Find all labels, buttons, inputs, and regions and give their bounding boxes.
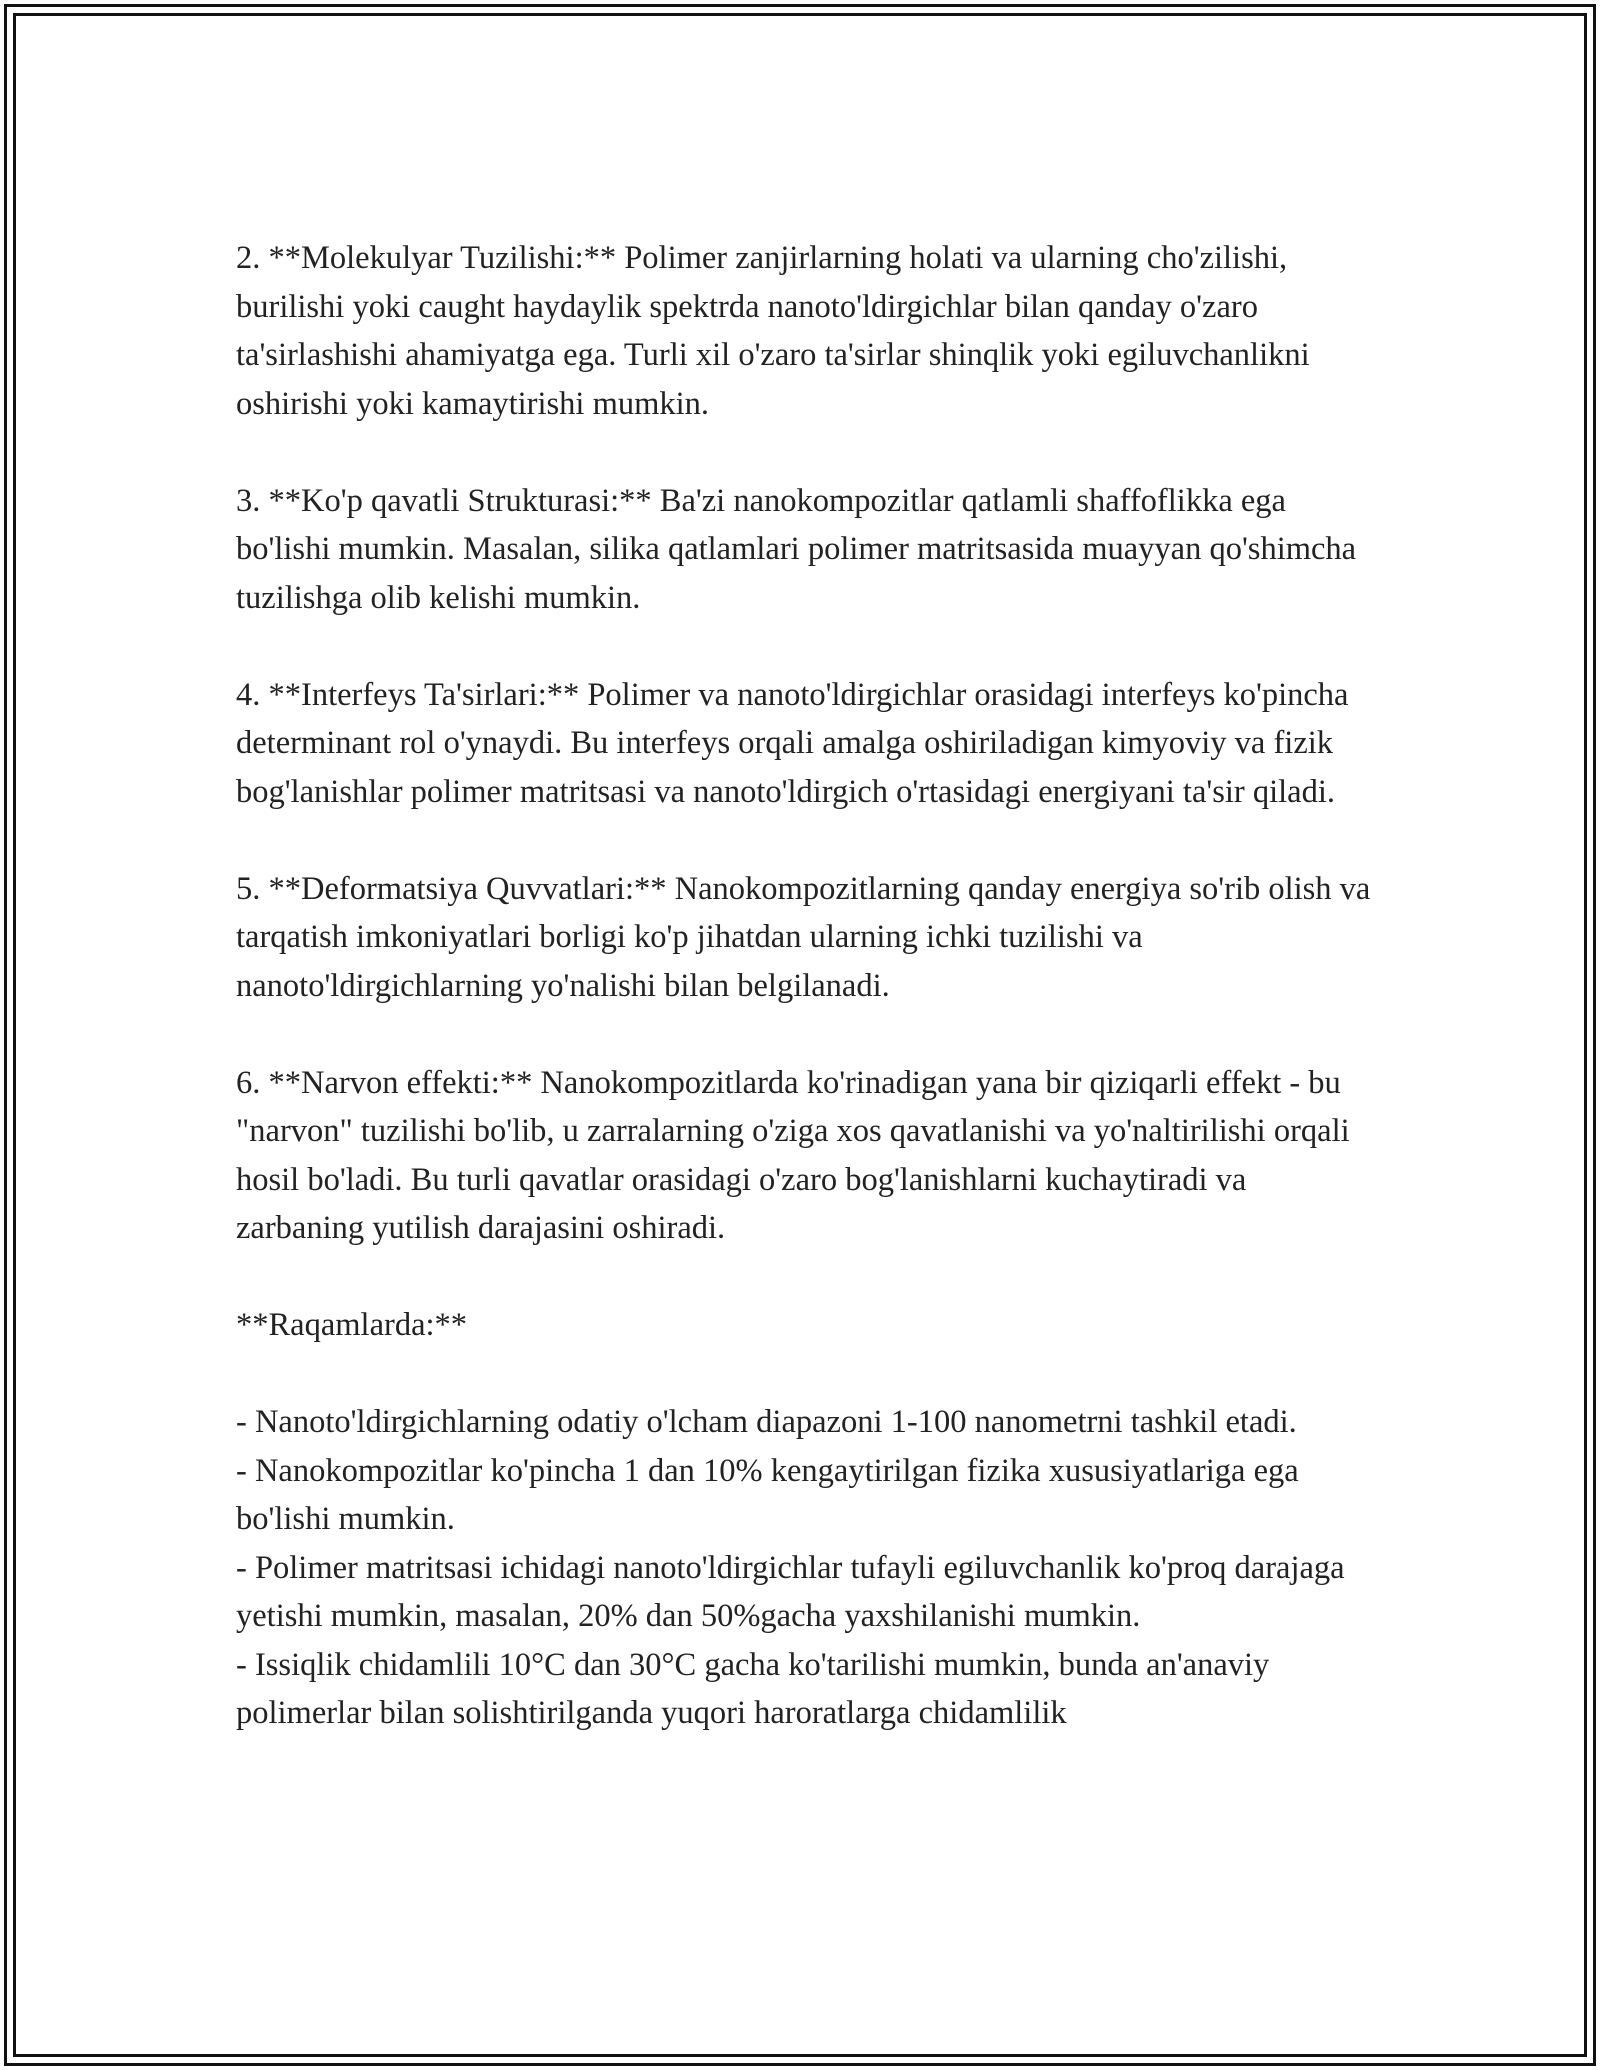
paragraph-kop-qavatli-strukturasi: 3. **Ko'p qavatli Strukturasi:** Ba'zi nanokompozitlar qatlamli shaffoflikka ega bo'lishi mumkin. Masalan, silika qatlamlari polimer matritsasida muayyan qo'shimcha tuzilishga olib kelishi mumkin.	[236, 482, 1357, 616]
document-body	[236, 234, 1376, 1738]
list-item: - Issiqlik chidamlili 10°C dan 30°C gacha ko'tarilishi mumkin, bunda an'anaviy polimerlar bilan solishtirilganda yuqori haroratlarga chidamlilik	[236, 1646, 1270, 1731]
paragraph-deformatsiya-quvvatlari: 5. **Deformatsiya Quvvatlari:** Nanokompozitlarning qanday energiya so'rib olish va tarqatish imkoniyatlari borligi ko'p jihatdan ularning ichki tuzilishi va nanoto'ldirgichlarning yo'nalishi bilan belgilanadi.	[236, 870, 1371, 1004]
bullet-list	[236, 1398, 1376, 1738]
list-item: - Nanokompozitlar ko'pincha 1 dan 10% kengaytirilgan fizika xususiyatlariga ega bo'lishi mumkin.	[236, 1452, 1299, 1537]
section-heading-raqamlarda: **Raqamlarda:**	[236, 1307, 468, 1343]
paragraph-interfeys-tasirlari: 4. **Interfeys Ta'sirlari:** Polimer va nanoto'ldirgichlar orasidagi interfeys ko'pincha determinant rol o'ynaydi. Bu interfeys orqali amalga oshiriladigan kimyoviy va fizik bog'lanishlar polimer matritsasi va nanoto'ldirgich o'rtasidagi energiyani ta'sir qiladi.	[236, 676, 1349, 810]
paragraph-molekulyar-tuzilishi: 2. **Molekulyar Tuzilishi:** Polimer zanjirlarning holati va ularning cho'zilishi, burilishi yoki caught haydaylik spektrda nanoto'ldirgichlar bilan qanday o'zaro ta'sirlashishi ahamiyatga ega. Turli xil o'zaro ta'sirlar shinqlik yoki egiluvchanlikni oshirishi yoki kamaytirishi mumkin.	[236, 240, 1310, 422]
paragraph-narvon-effekti: 6. **Narvon effekti:** Nanokompozitlarda ko'rinadigan yana bir qiziqarli effekt - bu "narvon" tuzilishi bo'lib, u zarralarning o'ziga xos qavatlanishi va yo'naltirilishi orqali hosil bo'ladi. Bu turli qavatlar orasidagi o'zaro bog'lanishlarni kuchaytiradi va zarbaning yutilish darajasini oshiradi.	[236, 1064, 1350, 1246]
list-item: - Polimer matritsasi ichidagi nanoto'ldirgichlar tufayli egiluvchanlik ko'proq darajaga yetishi mumkin, masalan, 20% dan 50%gacha yaxshilanishi mumkin.	[236, 1549, 1345, 1634]
list-item: - Nanoto'ldirgichlarning odatiy o'lcham diapazoni 1-100 nanometrni tashkil etadi.	[236, 1404, 1297, 1440]
